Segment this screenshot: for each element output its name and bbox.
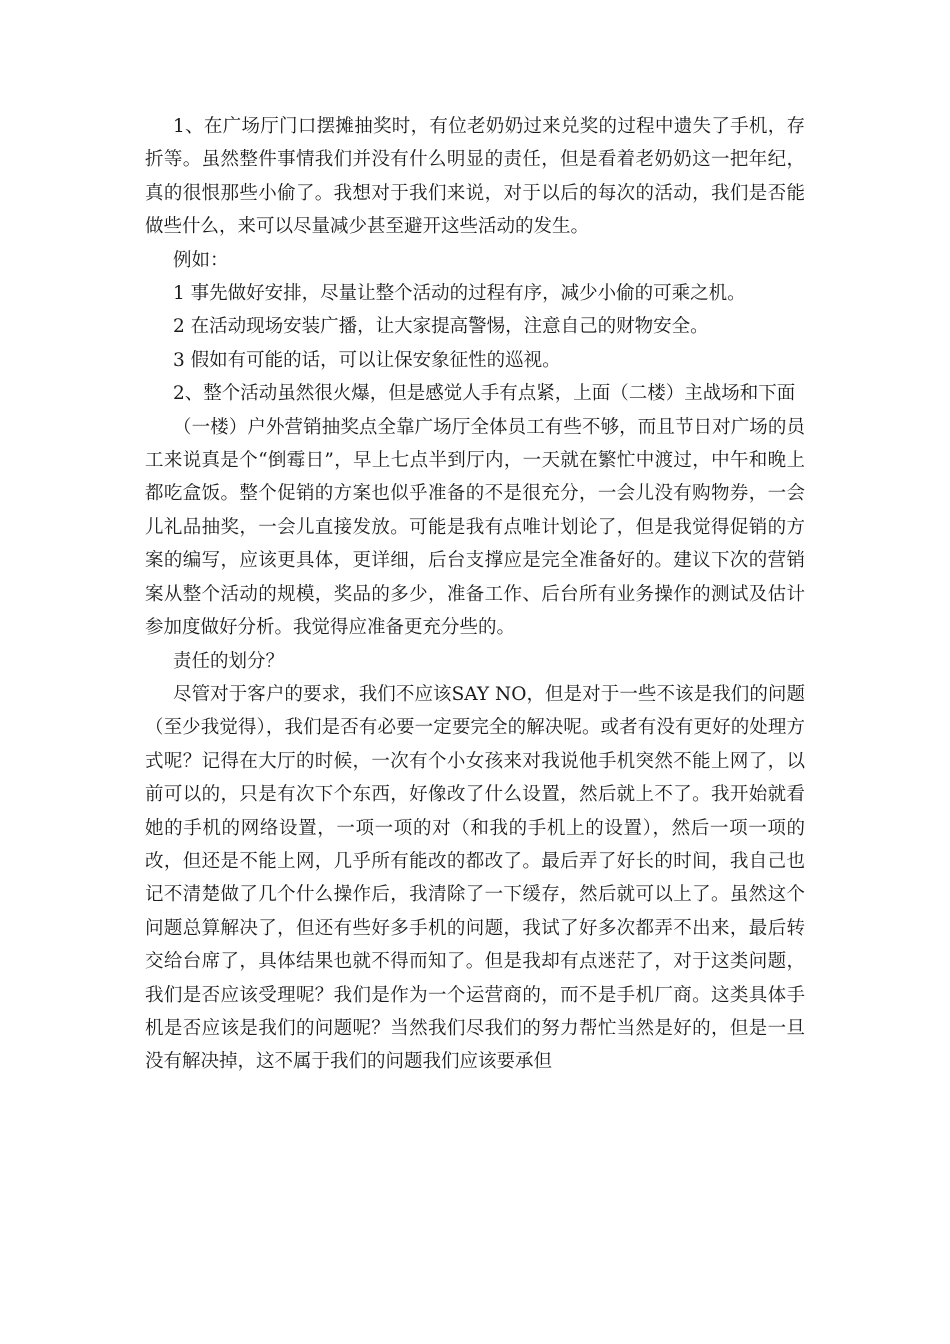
paragraph-responsibility-heading: 责任的划分？ bbox=[173, 650, 285, 672]
paragraph-example-heading: 例如： bbox=[173, 249, 229, 271]
paragraph-responsibility-detail: 尽管对于客户的要求，我们不应该SAY NO，但是对于一些不该是我们的问题（至少我觉得），我们是否有必要一定要完全的解决呢。或者有没有更好的处理方式呢？记得在大厅的时候，一次有个小女孩来对我说他手机突然不能上网了，以前可以的，只是有次下个东西，好像改了什么设置，然后就上不了。我开始就看她的手机的网络设置，一项一项的对（和我的手机上的设置），然后一项一项的改，但还是不能上网，几乎所有能改的都改了。最后弄了好长的时间，我自己也记不清楚做了几个什么操作后，我清除了一下缓存，然后就可以上了。虽然这个问题总算解决了，但还有些好多手机的问题，我试了好多次都弄不出来，最后转交给台席了，具体结果也就不得而知了。但是我却有点迷茫了，对于这类问题，我们是否应该受理呢？我们是作为一个运营商的，而不是手机厂商。这类具体手机是否应该是我们的问题呢？当然我们尽我们的努力帮忙当然是好的，但是一旦没有解决掉，这不属于我们的问题我们应该要承但 bbox=[145, 683, 805, 1073]
paragraph-staffing-detail: （一楼）户外营销抽奖点全靠广场厅全体员工有些不够，而且节日对广场的员工来说真是个“倒霉日”，早上七点半到厅内，一天就在繁忙中渡过，中午和晚上都吃盒饭。整个促销的方案也似乎准备的不是很充分，一会儿没有购物券，一会儿礼品抽奖，一会儿直接发放。可能是我有点唯计划论了，但是我觉得促销的方案的编写，应该更具体，更详细，后台支撑应是完全准备好的。建议下次的营销案从整个活动的规模，奖品的多少，准备工作、后台所有业务操作的测试及估计参加度做好分析。我觉得应准备更充分些的。 bbox=[145, 416, 805, 639]
paragraph-staffing-issue: 2、整个活动虽然很火爆，但是感觉人手有点紧，上面（二楼）主战场和下面 bbox=[173, 383, 796, 405]
paragraph-suggestion-3: 3 假如有可能的话，可以让保安象征性的巡视。 bbox=[173, 349, 561, 371]
paragraph-suggestion-1: 1 事先做好安排，尽量让整个活动的过程有序，减少小偷的可乘之机。 bbox=[173, 283, 746, 305]
paragraph-suggestion-2: 2 在活动现场安装广播，让大家提高警惕，注意自己的财物安全。 bbox=[173, 316, 709, 338]
document-body bbox=[145, 110, 805, 1079]
paragraph-lost-phone-incident: 1、在广场厅门口摆摊抽奖时，有位老奶奶过来兑奖的过程中遗失了手机，存折等。虽然整件事情我们并没有什么明显的责任，但是看着老奶奶这一把年纪，真的很恨那些小偷了。我想对于我们来说，对于以后的每次的活动，我们是否能做些什么，来可以尽量减少甚至避开这些活动的发生。 bbox=[145, 116, 805, 238]
